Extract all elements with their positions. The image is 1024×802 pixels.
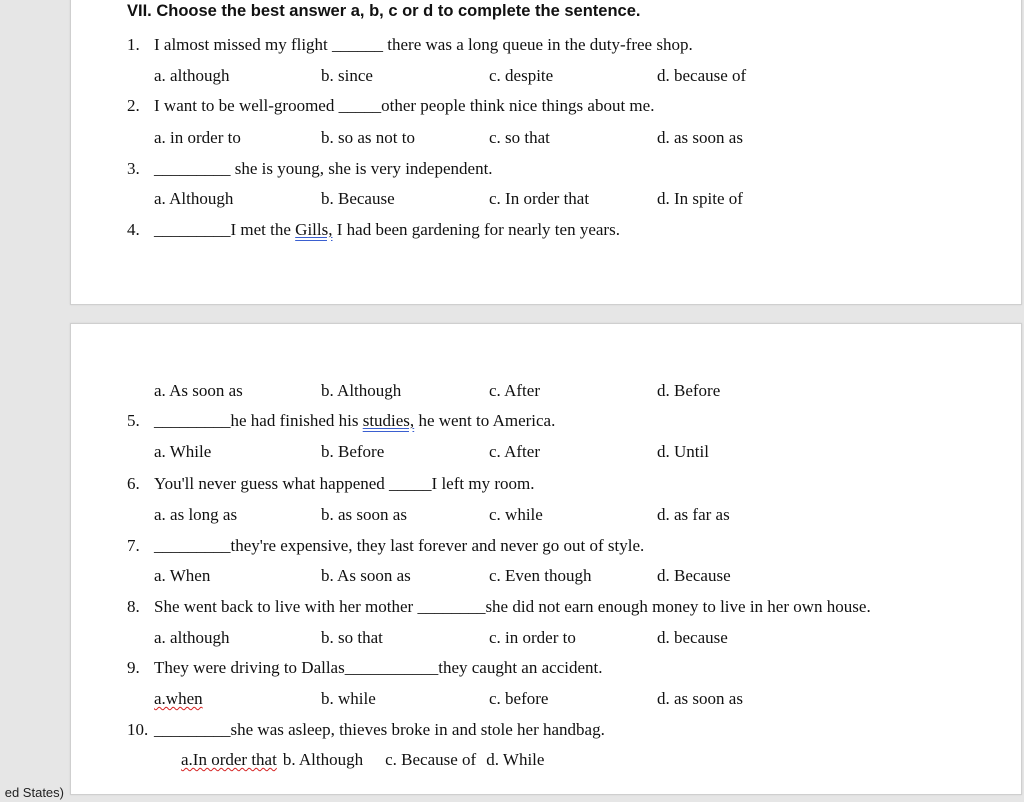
option-a: a.In order that <box>181 750 277 769</box>
question-9: 9. They were driving to Dallas___________they caught an accident. <box>127 658 603 677</box>
answer-blank: ______ <box>332 35 384 54</box>
option-a: a. as long as <box>154 505 238 524</box>
option-b: b. as soon as <box>321 505 407 524</box>
option-b: b. As soon as <box>321 566 411 585</box>
question-7: 7. _________they're expensive, they last forever and never go out of style. <box>127 536 645 555</box>
question-2: 2. I want to be well-groomed _____other people think nice things about me. <box>127 96 655 115</box>
option-b: b. while <box>321 689 376 708</box>
option-a: a. Although <box>154 189 234 208</box>
answer-blank: ___________ <box>344 658 439 677</box>
option-c: c. After <box>489 442 540 461</box>
option-a: a. although <box>154 66 230 85</box>
option-d: d. Until <box>657 442 709 461</box>
option-a: a. although <box>154 628 230 647</box>
option-a: a. When <box>154 566 211 585</box>
option-c: c. Because of <box>385 750 477 769</box>
question-number: 8. <box>127 597 140 616</box>
answer-blank: _________ <box>154 536 231 555</box>
answer-blank: _________ <box>154 411 231 430</box>
question-6: 6. You'll never guess what happened _____I left my room. <box>127 474 535 493</box>
option-c: c. After <box>489 381 540 400</box>
question-10-options <box>181 750 544 770</box>
option-a: a. As soon as <box>154 381 243 400</box>
option-d: d. as soon as <box>657 689 743 708</box>
answer-blank: _________ <box>154 220 231 239</box>
question-4: 4. _________I met the Gills, I had been gardening for nearly ten years. <box>127 220 620 239</box>
option-c: c. while <box>489 505 543 524</box>
question-number: 6. <box>127 474 140 493</box>
option-b: b. so as not to <box>321 128 415 147</box>
answer-blank: _____ <box>338 96 382 115</box>
question-3: 3. _________ she is young, she is very independent. <box>127 159 493 178</box>
question-number: 7. <box>127 536 140 555</box>
option-b: b. Although <box>282 750 364 769</box>
question-10: 10. _________she was asleep, thieves broke in and stole her handbag. <box>127 720 605 739</box>
option-d: d. In spite of <box>657 189 743 208</box>
option-d: d. because <box>657 628 728 647</box>
answer-blank: _________ <box>154 159 231 178</box>
option-a: a.when <box>154 689 203 708</box>
option-b: b. Because <box>321 189 395 208</box>
grammar-flag: studies, <box>362 411 415 430</box>
exercise-heading: VII. Choose the best answer a, b, c or d to complete the sentence. <box>127 2 641 20</box>
option-a: a. in order to <box>154 128 241 147</box>
question-5: 5. _________he had finished his studies, he went to America. <box>127 411 556 430</box>
option-c: c. in order to <box>489 628 576 647</box>
option-b: b. Before <box>321 442 385 461</box>
option-c: c. despite <box>489 66 554 85</box>
option-d: d. While <box>486 750 545 769</box>
question-number: 10. <box>127 720 149 739</box>
question-8: 8. She went back to live with her mother ________she did not earn enough money to live in her own house. <box>127 597 871 616</box>
question-number: 5. <box>127 411 140 430</box>
option-c: c. In order that <box>489 189 590 208</box>
option-d: d. Because <box>657 566 731 585</box>
question-number: 9. <box>127 658 140 677</box>
question-1: 1. I almost missed my flight ______ there was a long queue in the duty-free shop. <box>127 35 693 54</box>
grammar-flag: Gills, <box>295 220 333 239</box>
question-number: 3. <box>127 159 140 178</box>
option-c: c. so that <box>489 128 550 147</box>
option-a: a. While <box>154 442 212 461</box>
question-number: 2. <box>127 96 140 115</box>
option-c: c. Even though <box>489 566 592 585</box>
answer-blank: ________ <box>417 597 486 616</box>
option-b: b. since <box>321 66 373 85</box>
answer-blank: _________ <box>154 720 231 739</box>
question-number: 4. <box>127 220 140 239</box>
question-number: 1. <box>127 35 140 54</box>
option-d: d. as far as <box>657 505 730 524</box>
option-d: d. because of <box>657 66 747 85</box>
answer-blank: _____ <box>389 474 432 493</box>
option-b: b. so that <box>321 628 383 647</box>
option-d: d. as soon as <box>657 128 743 147</box>
option-b: b. Although <box>321 381 402 400</box>
option-c: c. before <box>489 689 549 708</box>
status-bar-language[interactable]: ed States) <box>4 785 64 800</box>
option-d: d. Before <box>657 381 721 400</box>
